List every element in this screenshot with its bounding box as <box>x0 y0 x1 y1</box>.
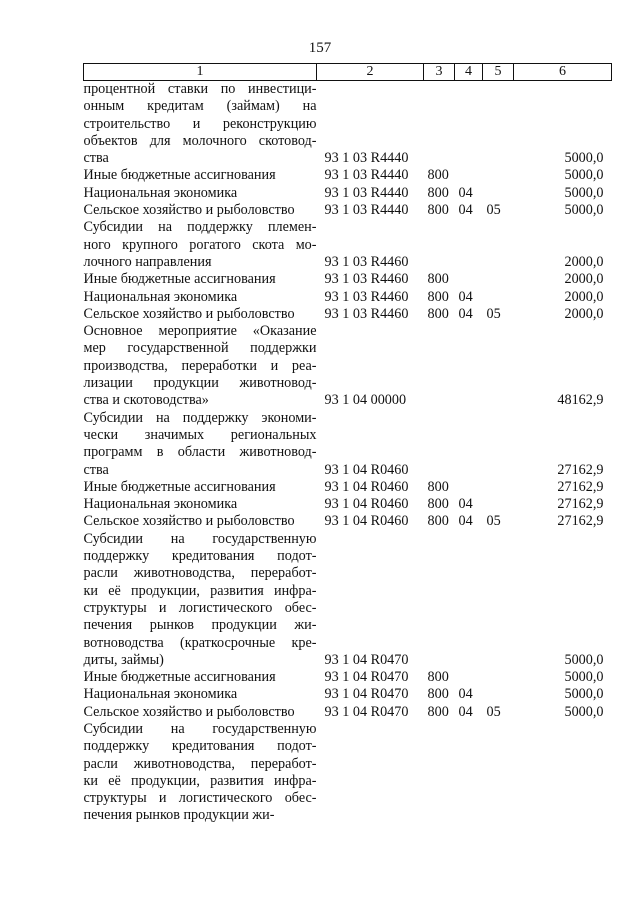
row-code: 93 1 03 R4440 <box>324 167 409 184</box>
row-name-line: ства и скотоводства» <box>83 392 209 409</box>
row-name <box>84 669 317 686</box>
table-row <box>84 686 612 703</box>
row-name-line: Иные бюджетные ассигнования <box>83 669 276 686</box>
row-name-line: Иные бюджетные ассигнования <box>83 167 276 184</box>
row-col-4: 04 <box>458 184 473 201</box>
row-col-4: 04 <box>458 305 473 322</box>
row-col-5 <box>483 479 514 496</box>
row-col-3: 800 <box>427 167 449 184</box>
row-name-line: Сельское хозяйство и рыболовство <box>83 202 295 219</box>
row-code: 93 1 04 R0460 <box>324 478 409 495</box>
row-name <box>84 323 317 409</box>
row-amount: 5000,0 <box>564 703 604 720</box>
header-col-5: 5 <box>483 64 514 81</box>
row-name-line: расли животноводства, переработ- <box>83 755 317 772</box>
row-name <box>84 289 317 306</box>
row-col-3: 800 <box>427 202 449 219</box>
row-code: 93 1 03 R4460 <box>324 288 409 305</box>
table-row <box>84 513 612 530</box>
row-name-line: Субсидии на поддержку экономи- <box>83 409 317 426</box>
header-col-6: 6 <box>514 64 612 81</box>
row-col-3: 800 <box>427 184 449 201</box>
row-code: 93 1 04 R0470 <box>324 703 409 720</box>
table-row <box>84 271 612 288</box>
table-row <box>84 167 612 184</box>
row-col-4: 04 <box>458 288 473 305</box>
row-amount: 5000,0 <box>564 686 604 703</box>
row-code: 93 1 03 R4440 <box>324 184 409 201</box>
table-row <box>84 185 612 202</box>
row-name-line: Национальная экономика <box>83 686 238 703</box>
row-name-line: диты, займы) <box>83 651 164 668</box>
row-amount: 5000,0 <box>564 651 604 668</box>
table-row <box>84 289 612 306</box>
row-col-3: 800 <box>427 513 449 530</box>
row-col-4 <box>455 323 483 409</box>
row-name <box>84 219 317 271</box>
row-name-line: Национальная экономика <box>83 288 238 305</box>
row-col-5 <box>483 323 514 409</box>
row-name-line: Субсидии на государственную <box>83 720 317 737</box>
row-col-4: 04 <box>458 513 473 530</box>
table-body <box>84 81 612 825</box>
row-col-5 <box>483 410 514 479</box>
row-code <box>317 721 424 825</box>
row-name <box>84 496 317 513</box>
row-code: 93 1 04 R0460 <box>324 496 409 513</box>
row-col-4 <box>455 167 483 184</box>
row-col-3 <box>424 721 455 825</box>
row-code: 93 1 04 R0460 <box>324 513 409 530</box>
row-amount: 27162,9 <box>557 478 604 495</box>
row-name-line: строительство и реконструкцию <box>83 115 317 132</box>
row-col-5: 05 <box>486 703 501 720</box>
row-name-line: чески значимых региональных <box>83 426 317 443</box>
row-col-4 <box>455 81 483 168</box>
row-col-4 <box>455 531 483 669</box>
row-col-4: 04 <box>458 202 473 219</box>
header-col-4: 4 <box>455 64 483 81</box>
row-col-5 <box>483 81 514 168</box>
row-amount <box>514 721 612 825</box>
row-col-5 <box>483 531 514 669</box>
row-amount: 2000,0 <box>564 305 604 322</box>
table-row <box>84 323 612 409</box>
row-col-3: 800 <box>427 478 449 495</box>
row-name-line: процентной ставки по инвестици- <box>83 81 317 97</box>
table-row <box>84 531 612 669</box>
row-name-line: Сельское хозяйство и рыболовство <box>83 703 295 720</box>
row-name-line: Национальная экономика <box>83 496 238 513</box>
row-col-4: 04 <box>458 686 473 703</box>
row-name-line: поддержку кредитования подот- <box>83 548 317 565</box>
row-name <box>84 410 317 479</box>
table-row <box>84 202 612 219</box>
header-col-2: 2 <box>317 64 424 81</box>
row-name <box>84 271 317 288</box>
row-col-5 <box>483 686 514 703</box>
row-name-line: печения рынков продукции жи- <box>83 807 275 824</box>
row-name <box>84 202 317 219</box>
row-amount: 27162,9 <box>557 461 604 478</box>
row-name-line: ки её продукции, развития инфра- <box>83 582 317 599</box>
row-name-line: Основное мероприятие «Оказание <box>83 323 317 340</box>
row-amount: 5000,0 <box>564 184 604 201</box>
row-name <box>84 81 317 168</box>
row-name-line: программ в области животновод- <box>83 444 317 461</box>
row-col-5: 05 <box>486 513 501 530</box>
row-col-5 <box>483 721 514 825</box>
row-name-line: Иные бюджетные ассигнования <box>83 271 276 288</box>
row-col-4 <box>455 271 483 288</box>
row-code: 93 1 03 R4460 <box>324 305 409 322</box>
row-name-line: онным кредитам (займам) на <box>83 98 317 115</box>
row-amount: 2000,0 <box>564 288 604 305</box>
row-code: 93 1 03 R4440 <box>324 150 409 167</box>
row-amount: 2000,0 <box>564 271 604 288</box>
row-name <box>84 721 317 825</box>
row-col-3: 800 <box>427 686 449 703</box>
row-name-line: ного крупного рогатого скота мо- <box>83 236 317 253</box>
row-name <box>84 479 317 496</box>
table-row <box>84 669 612 686</box>
row-amount: 5000,0 <box>564 167 604 184</box>
row-name <box>84 531 317 669</box>
row-col-3: 800 <box>427 305 449 322</box>
row-amount: 48162,9 <box>557 392 604 409</box>
row-col-4 <box>455 669 483 686</box>
row-code: 93 1 03 R4460 <box>324 271 409 288</box>
row-name-line: расли животноводства, переработ- <box>83 565 317 582</box>
row-code: 93 1 04 R0470 <box>324 686 409 703</box>
row-name-line: Субсидии на поддержку племен- <box>83 219 317 236</box>
row-col-4: 04 <box>458 703 473 720</box>
page-number: 157 <box>308 40 332 56</box>
row-code: 93 1 04 R0470 <box>324 651 409 668</box>
row-col-4 <box>455 219 483 271</box>
row-code: 93 1 04 R0460 <box>324 461 409 478</box>
table-row <box>84 306 612 323</box>
row-amount: 2000,0 <box>564 253 604 270</box>
row-name-line: объектов для молочного скотовод- <box>83 132 317 149</box>
row-col-4 <box>455 410 483 479</box>
header-row <box>84 64 612 81</box>
row-name-line: ства <box>83 461 109 478</box>
row-code: 93 1 03 R4460 <box>324 253 409 270</box>
row-col-5: 05 <box>486 202 501 219</box>
row-name <box>84 686 317 703</box>
row-col-3: 800 <box>427 288 449 305</box>
row-col-4: 04 <box>458 496 473 513</box>
row-code: 93 1 03 R4440 <box>324 202 409 219</box>
row-code: 93 1 04 00000 <box>324 392 407 409</box>
row-name-line: Сельское хозяйство и рыболовство <box>83 513 295 530</box>
table-row <box>84 721 612 825</box>
row-name-line: печения рынков продукции жи- <box>83 617 317 634</box>
row-name-line: лизации продукции животновод- <box>83 375 317 392</box>
row-name <box>84 513 317 530</box>
row-name-line: лочного направления <box>83 253 212 270</box>
table-row <box>84 704 612 721</box>
row-amount: 5000,0 <box>564 669 604 686</box>
row-col-3 <box>424 531 455 669</box>
row-col-3: 800 <box>427 496 449 513</box>
row-col-3 <box>424 323 455 409</box>
row-amount: 27162,9 <box>557 496 604 513</box>
row-name <box>84 306 317 323</box>
row-amount: 27162,9 <box>557 513 604 530</box>
header-col-3: 3 <box>424 64 455 81</box>
header-col-1: 1 <box>84 64 317 81</box>
row-name <box>84 185 317 202</box>
row-col-5 <box>483 185 514 202</box>
row-amount: 5000,0 <box>564 202 604 219</box>
row-col-5 <box>483 271 514 288</box>
row-name-line: вотноводства (краткосрочные кре- <box>83 634 317 651</box>
row-name-line: производства, переработки и реа- <box>83 357 317 374</box>
row-col-3: 800 <box>427 271 449 288</box>
row-col-3 <box>424 410 455 479</box>
row-name-line: Сельское хозяйство и рыболовство <box>83 305 295 322</box>
row-col-5 <box>483 167 514 184</box>
row-name-line: Иные бюджетные ассигнования <box>83 478 276 495</box>
row-name-line: ства <box>83 150 109 167</box>
row-col-4 <box>455 479 483 496</box>
table-row <box>84 496 612 513</box>
row-col-4 <box>455 721 483 825</box>
row-name <box>84 704 317 721</box>
row-name-line: Национальная экономика <box>83 184 238 201</box>
row-name-line: поддержку кредитования подот- <box>83 738 317 755</box>
row-name-line: ки её продукции, развития инфра- <box>83 772 317 789</box>
row-col-3: 800 <box>427 703 449 720</box>
row-col-3 <box>424 219 455 271</box>
row-amount: 5000,0 <box>564 150 604 167</box>
row-name <box>84 167 317 184</box>
row-name-line: структуры и логистического обес- <box>83 599 317 616</box>
row-col-5 <box>483 219 514 271</box>
row-col-5 <box>483 289 514 306</box>
row-col-5: 05 <box>486 305 501 322</box>
table-row <box>84 219 612 271</box>
table-row <box>84 479 612 496</box>
row-name-line: структуры и логистического обес- <box>83 790 317 807</box>
row-name-line: мер государственной поддержки <box>83 340 317 357</box>
row-col-5 <box>483 496 514 513</box>
row-code: 93 1 04 R0470 <box>324 669 409 686</box>
row-col-3 <box>424 81 455 168</box>
budget-table <box>83 63 612 825</box>
row-col-5 <box>483 669 514 686</box>
row-name-line: Субсидии на государственную <box>83 530 317 547</box>
table-row <box>84 81 612 168</box>
row-col-3: 800 <box>427 669 449 686</box>
table-row <box>84 410 612 479</box>
